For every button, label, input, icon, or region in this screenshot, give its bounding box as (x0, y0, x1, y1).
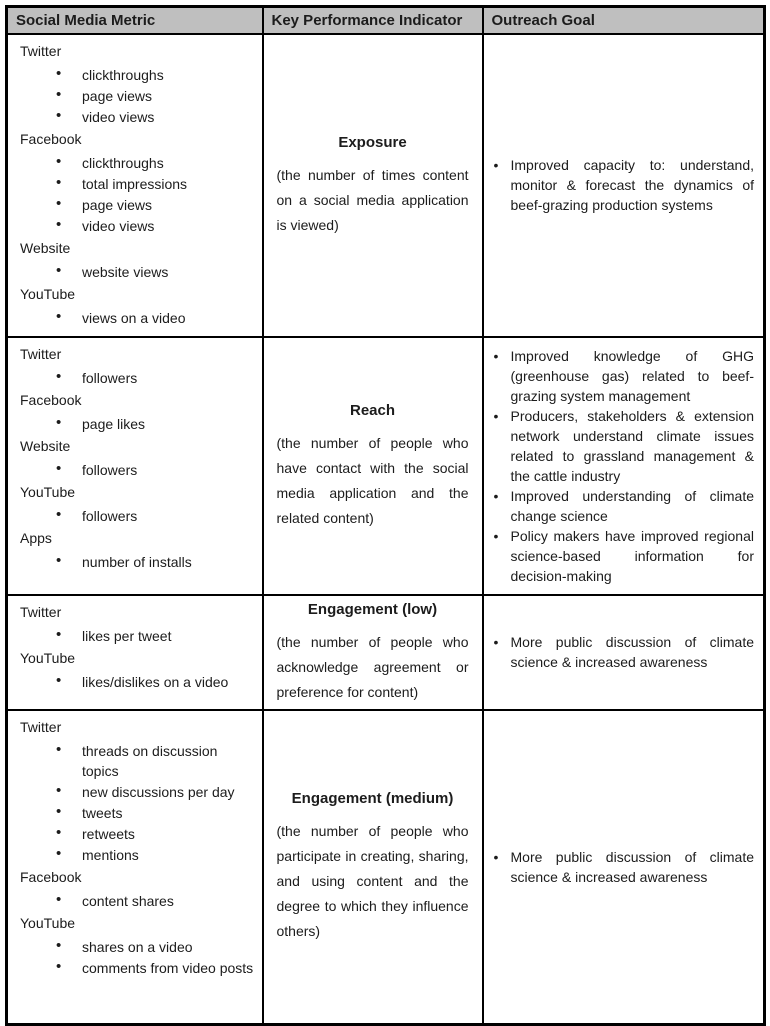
metric-item: • total impressions (20, 174, 254, 194)
kpi-cell (263, 337, 483, 595)
metric-list (20, 414, 254, 434)
metric-item: • followers (20, 460, 254, 480)
header-row (7, 7, 765, 34)
goal-item: • Policy makers have improved regional science-based information for decision-making (492, 526, 755, 586)
goal-item: • Producers, stakeholders & extension network understand climate issues related to grassland management & the cattle industry (492, 406, 755, 486)
platform-label: Apps (20, 529, 52, 546)
metric-item: • followers (20, 506, 254, 526)
platform-label: Twitter (20, 603, 62, 620)
metric-item: • followers (20, 368, 254, 388)
kpi-description: (the number of people who participate in creating, sharing, and using content and the degree to which they influence others) (276, 823, 469, 940)
metric-item: • page views (20, 86, 254, 106)
col-header-social-media-metric: Social Media Metric (7, 7, 263, 34)
goal-item: • Improved understanding of climate change science (492, 486, 755, 526)
goal-item: • Improved capacity to: understand, monitor & forecast the dynamics of beef-grazing production systems (492, 155, 755, 215)
goal-cell (483, 595, 765, 710)
platform-label: Twitter (20, 718, 62, 735)
table-row (7, 34, 765, 337)
metric-cell (7, 34, 263, 337)
platform-label: Website (20, 437, 71, 454)
metric-item: • clickthroughs (20, 65, 254, 85)
kpi-title: Exposure (338, 133, 407, 151)
metric-item: • likes/dislikes on a video (20, 672, 254, 692)
metric-item: • page likes (20, 414, 254, 434)
col-header-key-performance-indicator: Key Performance Indicator (263, 7, 483, 34)
kpi-title: Reach (349, 401, 396, 419)
metric-list (20, 672, 254, 692)
metric-cell (7, 595, 263, 710)
metric-list (20, 153, 254, 236)
platform-label: Website (20, 239, 71, 256)
goal-list (492, 632, 755, 672)
goal-list (492, 346, 755, 586)
platform-label: YouTube (20, 285, 76, 302)
platform-label: YouTube (20, 649, 76, 666)
metric-item: • tweets (20, 803, 254, 823)
metric-item: • retweets (20, 824, 254, 844)
social-media-metrics-table (5, 5, 766, 1026)
goal-cell (483, 710, 765, 1025)
table-row (7, 710, 765, 1025)
metric-list (20, 65, 254, 127)
metric-item: • threads on discussion topics (20, 741, 254, 781)
platform-label: Facebook (20, 868, 82, 885)
kpi-cell (263, 34, 483, 337)
kpi-description: (the number of people who have contact with the social media application and the related content) (276, 434, 469, 526)
metric-item: • new discussions per day (20, 782, 254, 802)
goal-item: • More public discussion of climate science & increased awareness (492, 847, 755, 887)
metric-list (20, 262, 254, 282)
metric-list (20, 891, 254, 911)
metric-list (20, 368, 254, 388)
table-row (7, 337, 765, 595)
metric-list (20, 506, 254, 526)
goal-list (492, 847, 755, 887)
metric-item: • likes per tweet (20, 626, 254, 646)
metric-item: • clickthroughs (20, 153, 254, 173)
platform-label: YouTube (20, 914, 76, 931)
platform-label: Facebook (20, 391, 82, 408)
kpi-title: Engagement (medium) (291, 790, 454, 808)
goal-cell (483, 34, 765, 337)
metric-item: • video views (20, 216, 254, 236)
metric-list (20, 552, 254, 572)
metric-list (20, 308, 254, 328)
metric-list (20, 937, 254, 978)
metric-item: • mentions (20, 845, 254, 865)
metric-list (20, 626, 254, 646)
goal-cell (483, 337, 765, 595)
goal-item: • More public discussion of climate science & increased awareness (492, 632, 755, 672)
metric-item: • website views (20, 262, 254, 282)
kpi-title: Engagement (low) (307, 600, 438, 618)
metric-item: • content shares (20, 891, 254, 911)
metric-item: • video views (20, 107, 254, 127)
col-header-outreach-goal: Outreach Goal (483, 7, 765, 34)
metric-item: • number of installs (20, 552, 254, 572)
goal-item: • Improved knowledge of GHG (greenhouse gas) related to beef-grazing system management (492, 346, 755, 406)
platform-label: YouTube (20, 483, 76, 500)
platform-label: Twitter (20, 345, 62, 362)
metric-item: • comments from video posts (20, 958, 254, 978)
metric-item: • page views (20, 195, 254, 215)
kpi-cell (263, 595, 483, 710)
metric-cell (7, 710, 263, 1025)
table-row (7, 595, 765, 710)
goal-list (492, 155, 755, 215)
metric-cell (7, 337, 263, 595)
metric-list (20, 741, 254, 865)
platform-label: Twitter (20, 42, 62, 59)
metric-item: • shares on a video (20, 937, 254, 957)
kpi-description: (the number of times content on a social media application is viewed) (276, 166, 469, 233)
metric-list (20, 460, 254, 480)
kpi-cell (263, 710, 483, 1025)
metric-item: • views on a video (20, 308, 254, 328)
platform-label: Facebook (20, 130, 82, 147)
kpi-description: (the number of people who acknowledge agreement or preference for content) (276, 633, 469, 700)
